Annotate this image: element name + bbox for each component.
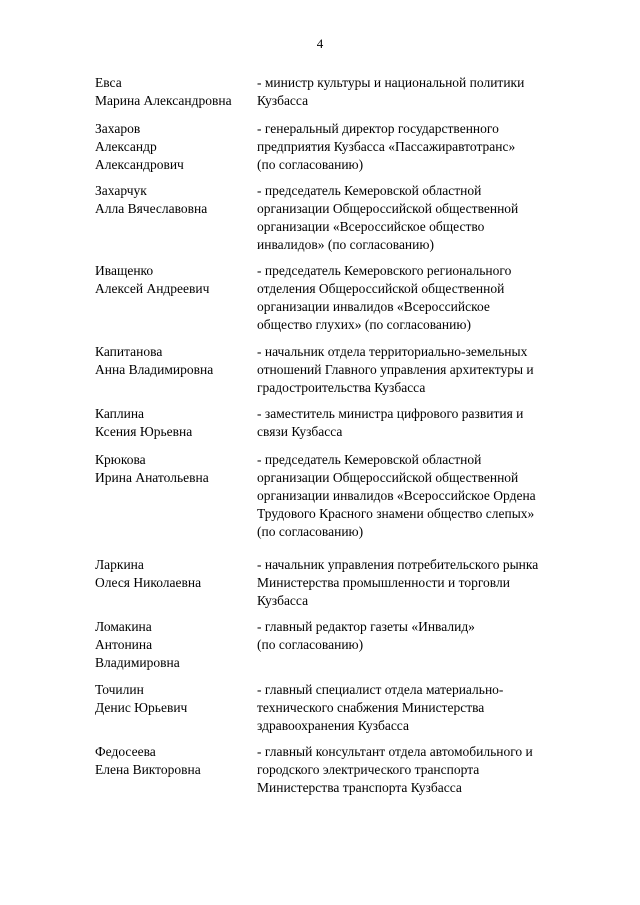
role-line: отношений Главного управления архитектуры и <box>257 362 534 377</box>
name-line: Александр <box>95 139 157 154</box>
member-name <box>95 556 257 610</box>
role-line: - генеральный директор государственного <box>257 121 499 136</box>
role-line: - главный консультант отдела автомобильного и <box>257 744 533 759</box>
role-line: отделения Общероссийской общественной <box>257 281 505 296</box>
role-line: организации «Всероссийское общество <box>257 219 485 234</box>
role-line: общество глухих» (по согласованию) <box>257 317 471 332</box>
member-entry <box>95 74 585 110</box>
role-line: - главный редактор газеты «Инвалид» <box>257 619 475 634</box>
role-line: - министр культуры и национальной политики <box>257 75 525 90</box>
role-line: - председатель Кемеровского регионального <box>257 263 512 278</box>
name-line: Олеся Николаевна <box>95 575 202 590</box>
member-entry <box>95 743 585 797</box>
role-line: организации инвалидов «Всероссийское <box>257 299 490 314</box>
name-line: Денис Юрьевич <box>95 700 188 715</box>
name-line: Александрович <box>95 157 184 172</box>
member-entry <box>95 405 585 441</box>
member-entry <box>95 182 585 254</box>
role-line: - заместитель министра цифрового развития и <box>257 406 524 421</box>
role-line: - главный специалист отдела материально- <box>257 682 504 697</box>
member-entry <box>95 681 585 735</box>
role-line: организации Общероссийской общественной <box>257 201 519 216</box>
role-line: (по согласованию) <box>257 524 364 539</box>
name-line: Алексей Андреевич <box>95 281 210 296</box>
name-line: Каплина <box>95 406 145 421</box>
member-role <box>257 343 585 397</box>
page-number: 4 <box>316 36 324 51</box>
name-line: Владимировна <box>95 655 180 670</box>
role-line: - председатель Кемеровской областной <box>257 183 482 198</box>
member-entry <box>95 618 585 672</box>
name-line: Анна Владимировна <box>95 362 214 377</box>
role-line: градостроительства Кузбасса <box>257 380 426 395</box>
role-line: организации инвалидов «Всероссийское Ордена <box>257 488 536 503</box>
role-line: инвалидов» (по согласованию) <box>257 237 434 252</box>
member-role <box>257 743 585 797</box>
member-name <box>95 405 257 441</box>
role-line: (по согласованию) <box>257 637 364 652</box>
member-entry <box>95 262 585 334</box>
role-line: Трудового Красного знамени общество слепых» <box>257 506 535 521</box>
name-line: Евса <box>95 75 122 90</box>
role-line: технического снабжения Министерства <box>257 700 485 715</box>
role-line: предприятия Кузбасса «Пассажиравтотранс» <box>257 139 516 154</box>
role-line: городского электрического транспорта <box>257 762 480 777</box>
name-line: Ирина Анатольевна <box>95 470 209 485</box>
role-line: - председатель Кемеровской областной <box>257 452 482 467</box>
name-line: Федосеева <box>95 744 156 759</box>
name-line: Антонина <box>95 637 153 652</box>
name-line: Алла Вячеславовна <box>95 201 208 216</box>
role-line: здравоохранения Кузбасса <box>257 718 409 733</box>
member-entry <box>95 343 585 397</box>
member-role <box>257 120 585 174</box>
name-line: Ларкина <box>95 557 144 572</box>
name-line: Крюкова <box>95 452 146 467</box>
member-name <box>95 743 257 797</box>
member-role <box>257 556 585 610</box>
member-entry <box>95 556 585 610</box>
member-name <box>95 681 257 735</box>
name-line: Марина Александровна <box>95 93 232 108</box>
member-role <box>257 405 585 441</box>
member-name <box>95 74 257 110</box>
member-role <box>257 618 585 672</box>
name-line: Захарчук <box>95 183 147 198</box>
role-line: организации Общероссийской общественной <box>257 470 519 485</box>
name-line: Ксения Юрьевна <box>95 424 193 439</box>
role-line: (по согласованию) <box>257 157 364 172</box>
member-role <box>257 681 585 735</box>
member-entry <box>95 451 585 541</box>
name-line: Капитанова <box>95 344 163 359</box>
member-role <box>257 182 585 254</box>
role-line: Кузбасса <box>257 593 309 608</box>
role-line: связи Кузбасса <box>257 424 343 439</box>
role-line: Министерства промышленности и торговли <box>257 575 510 590</box>
member-role <box>257 451 585 541</box>
member-name <box>95 262 257 334</box>
role-line: Кузбасса <box>257 93 309 108</box>
name-line: Захаров <box>95 121 141 136</box>
name-line: Точилин <box>95 682 144 697</box>
role-line: - начальник отдела территориально-земельных <box>257 344 528 359</box>
role-line: Министерства транспорта Кузбасса <box>257 780 462 795</box>
member-name <box>95 182 257 254</box>
name-line: Ломакина <box>95 619 152 634</box>
member-name <box>95 343 257 397</box>
role-line: - начальник управления потребительского рынка <box>257 557 539 572</box>
member-entry <box>95 120 585 174</box>
member-name <box>95 451 257 541</box>
member-name <box>95 120 257 174</box>
member-role <box>257 74 585 110</box>
name-line: Иващенко <box>95 263 154 278</box>
member-role <box>257 262 585 334</box>
member-name <box>95 618 257 672</box>
name-line: Елена Викторовна <box>95 762 201 777</box>
